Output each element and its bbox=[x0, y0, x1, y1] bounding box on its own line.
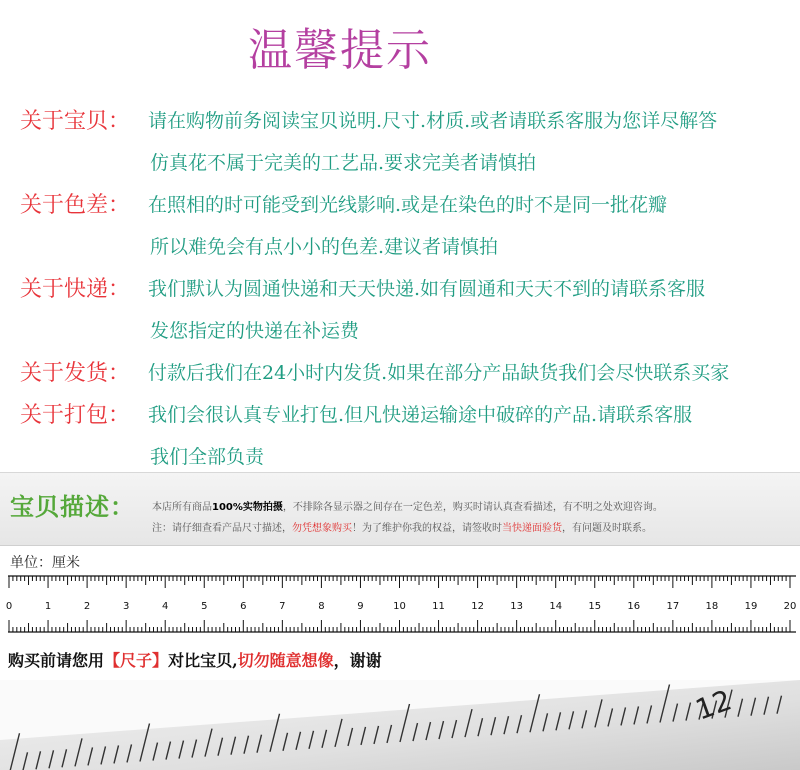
ruler-tick-label: 19 bbox=[744, 601, 758, 612]
ruler-tick-label: 14 bbox=[549, 601, 563, 612]
notice-line: 购买前请您用【尺子】对比宝贝,切勿随意想像，谢谢 bbox=[8, 651, 382, 670]
description-line-2: 注：请仔细查看产品尺寸描述，勿凭想象购买！为了维护你我的权益，请签收时当快递面验货，有问题及时联系。 bbox=[152, 523, 652, 534]
ruler-photo bbox=[0, 680, 800, 770]
ruler-tick-label: 6 bbox=[240, 601, 247, 612]
tip-text: 发您指定的快递在补运费 bbox=[150, 320, 360, 342]
tip-text: 仿真花不属于完美的工艺品.要求完美者请慎拍 bbox=[150, 152, 537, 174]
tip-color bbox=[0, 180, 800, 222]
ruler-unit-label: 单位：厘米 bbox=[10, 555, 80, 571]
tip-baby bbox=[0, 96, 800, 138]
tip-text: 我们默认为圆通快递和天天快递.如有圆通和天天不到的请联系客服 bbox=[148, 278, 706, 300]
tip-label: 关于快递： bbox=[20, 277, 131, 302]
ruler-tick-label: 0 bbox=[5, 601, 13, 612]
tip-shipping bbox=[0, 348, 800, 390]
tip-label: 关于色差： bbox=[20, 193, 131, 218]
ruler-tick-label: 20 bbox=[783, 601, 797, 612]
ruler-tick-label: 12 bbox=[471, 601, 484, 612]
tip-label: 关于宝贝： bbox=[20, 109, 131, 134]
ruler-tick-label: 2 bbox=[83, 601, 91, 612]
ruler-tick-label: 10 bbox=[393, 601, 406, 612]
description-banner bbox=[0, 472, 800, 546]
ruler-tick-label: 15 bbox=[588, 601, 602, 612]
ruler-tick-label: 1 bbox=[44, 601, 52, 612]
ruler-tick-label: 17 bbox=[666, 601, 680, 612]
description-heading: 宝贝描述： bbox=[10, 493, 135, 521]
tip-text: 所以难免会有点小小的色差.建议者请慎拍 bbox=[150, 236, 499, 258]
ruler-tick-label: 18 bbox=[705, 601, 719, 612]
tip-text: 在照相的时可能受到光线影响.或是在染色的时不是同一批花瓣 bbox=[148, 194, 668, 216]
tip-express bbox=[0, 264, 800, 306]
notice-highlight: 尺子 bbox=[120, 651, 153, 670]
tip-packing bbox=[0, 390, 800, 432]
tip-label: 关于打包： bbox=[20, 403, 131, 428]
tips-list bbox=[0, 96, 800, 474]
photo-number: 12 bbox=[691, 683, 736, 727]
ruler-graphic bbox=[0, 572, 800, 636]
ruler-tick-label: 11 bbox=[432, 601, 445, 612]
tip-text: 请在购物前务阅读宝贝说明.尺寸.材质.或者请联系客服为您详尽解答 bbox=[148, 110, 718, 132]
tip-text: 我们全部负责 bbox=[150, 446, 265, 468]
description-line-1: 本店所有商品100%实物拍摄，不排除各显示器之间存在一定色差，购买时请认真查看描述，有不明之处欢迎咨询。 bbox=[152, 502, 663, 513]
tip-packing-cont bbox=[0, 432, 800, 474]
tip-express-cont bbox=[0, 306, 800, 348]
notice-warning: 切勿随意想像 bbox=[237, 651, 334, 670]
tip-text: 付款后我们在24小时内发货.如果在部分产品缺货我们会尽快联系买家 bbox=[148, 362, 730, 384]
page-title: 温馨提示 bbox=[248, 25, 432, 76]
tip-text: 我们会很认真专业打包.但凡快递运输途中破碎的产品.请联系客服 bbox=[148, 404, 693, 426]
ruler-tick-label: 8 bbox=[318, 601, 325, 612]
ruler-tick-label: 16 bbox=[627, 601, 641, 612]
tip-baby-cont bbox=[0, 138, 800, 180]
ruler-tick-label: 3 bbox=[122, 601, 130, 612]
ruler-tick-label: 13 bbox=[510, 601, 524, 612]
tip-color-cont bbox=[0, 222, 800, 264]
ruler-tick-label: 5 bbox=[201, 601, 208, 612]
ruler-tick-label: 4 bbox=[162, 601, 169, 612]
tip-label: 关于发货： bbox=[20, 361, 131, 386]
ruler-tick-label: 9 bbox=[357, 601, 364, 612]
ruler-tick-label: 7 bbox=[279, 601, 286, 612]
